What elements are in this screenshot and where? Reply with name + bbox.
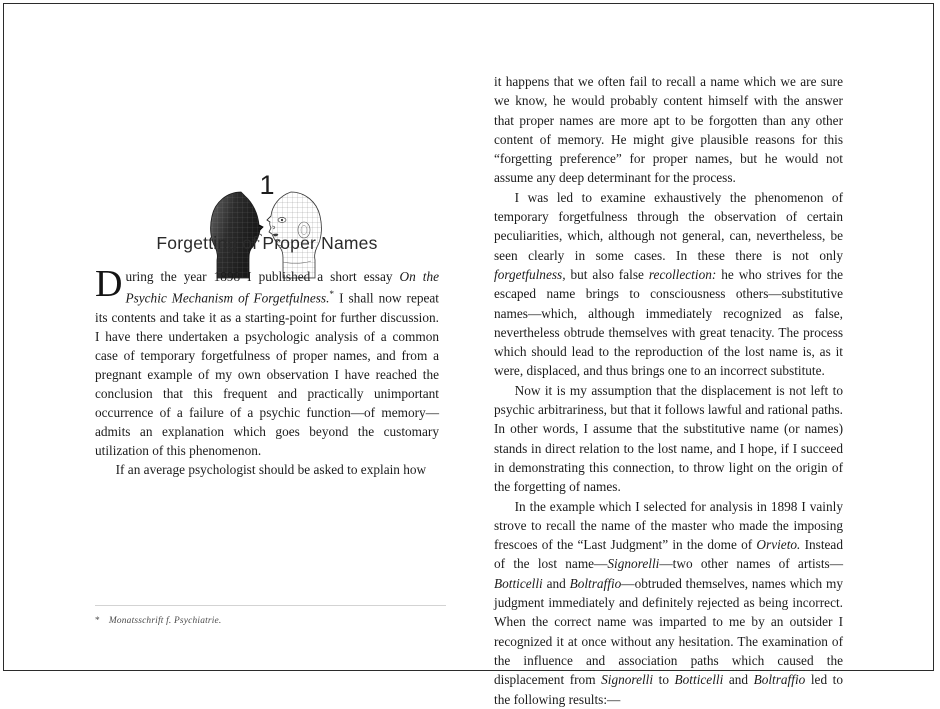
chapter-opener — [95, 172, 439, 254]
paragraph: I was led to examine exhaustively the phenomenon of temporary forgetfulness through the observation of certain peculiarities, which, although not general, can, nevertheless, be seen clearly in some cases. In these there is not only forgetfulness, but also false recollection: he who strives for the escaped name brings to consciousness others—substitutive names—which, although immediately recognized as false, nevertheless obtrude themselves with great tenacity. The process which should lead to the reproduction of the lost name is, as it were, displaced, and thus brings one to an incorrect substitute. — [494, 189, 843, 379]
italic-run: forgetfulness, — [494, 266, 566, 282]
right-column-body — [494, 72, 843, 709]
paragraph: During the year 1898 I published a short essay On the Psychic Mechanism of Forgetfulness.* I shall now repeat its contents and take it as a starting-point for further discussion. I have there undertaken a psychologic analysis of a common case of temporary forgetfulness of proper names, and from a pregnant example of my own observation I have reached the conclusion that this frequent and practically unimportant occurrence of a failure of a psychic function—of memory—admits an explanation which goes beyond the customary utilization of this phenomenon. — [95, 263, 439, 458]
footnote-citation: Monatsschrift f. Psychiatrie. — [108, 616, 222, 626]
drop-cap: D — [95, 263, 123, 305]
right-column — [494, 72, 843, 707]
italic-run: On the Psychic Mechanism of Forgetfulness. — [125, 269, 439, 306]
left-column-body — [95, 263, 439, 479]
paragraph: Now it is my assumption that the displacement is not left to psychic arbitrariness, but that it follows lawful and rational paths. In other words, I assume that the substitutive name (or names) stands in direct relation to the lost name, and I hope, if I succeed in demonstrating this connection, to throw light on the origin of the forgetting of names. — [494, 382, 843, 495]
footnote-marker: * — [95, 616, 100, 626]
italic-run: Boltraffio — [569, 575, 622, 591]
italic-run: Signorelli — [607, 556, 660, 572]
left-column — [95, 64, 439, 634]
italic-run: Signorelli — [601, 672, 654, 688]
chapter-title: Forgetting of Proper Names — [156, 233, 378, 253]
italic-run: recollection: — [648, 266, 717, 282]
chapter-number: 1 — [259, 170, 275, 200]
footnote-separator-rule — [95, 605, 446, 606]
italic-run: Boltraffio — [753, 672, 806, 688]
paragraph: If an average psychologist should be asked to explain how — [115, 461, 427, 477]
italic-run: Botticelli — [494, 575, 543, 591]
italic-run: Botticelli — [674, 672, 724, 688]
footnote-area — [95, 605, 446, 627]
page-sheet — [3, 3, 934, 707]
footnote — [95, 615, 446, 627]
paragraph: In the example which I selected for analysis in 1898 I vainly strove to recall the name of the master who made the imposing frescoes of the “Last Judgment” in the dome of Orvieto. Instead of the lost name—Signorelli—two other names of artists—Botticelli and Boltraffio—obtruded themselves, names which my judgment immediately and definitely rejected as being incorrect. When the correct name was imparted to me by an outsider I recognized it at once without any hesitation. The examination of the influence and association paths which caused the displacement from Signorelli to Botticelli and Boltraffio led to the following results:— — [494, 498, 843, 707]
paragraph: it happens that we often fail to recall a name which we are sure we know, he would probably content himself with the answer that proper names are more apt to be forgotten than any other content of memory. He might give plausible reasons for this “forgetting preference” for proper names, but he would not assume any deep determinant for the process. — [494, 74, 843, 186]
footnote-reference: * — [329, 290, 335, 301]
italic-run: Orvieto. — [756, 537, 801, 553]
